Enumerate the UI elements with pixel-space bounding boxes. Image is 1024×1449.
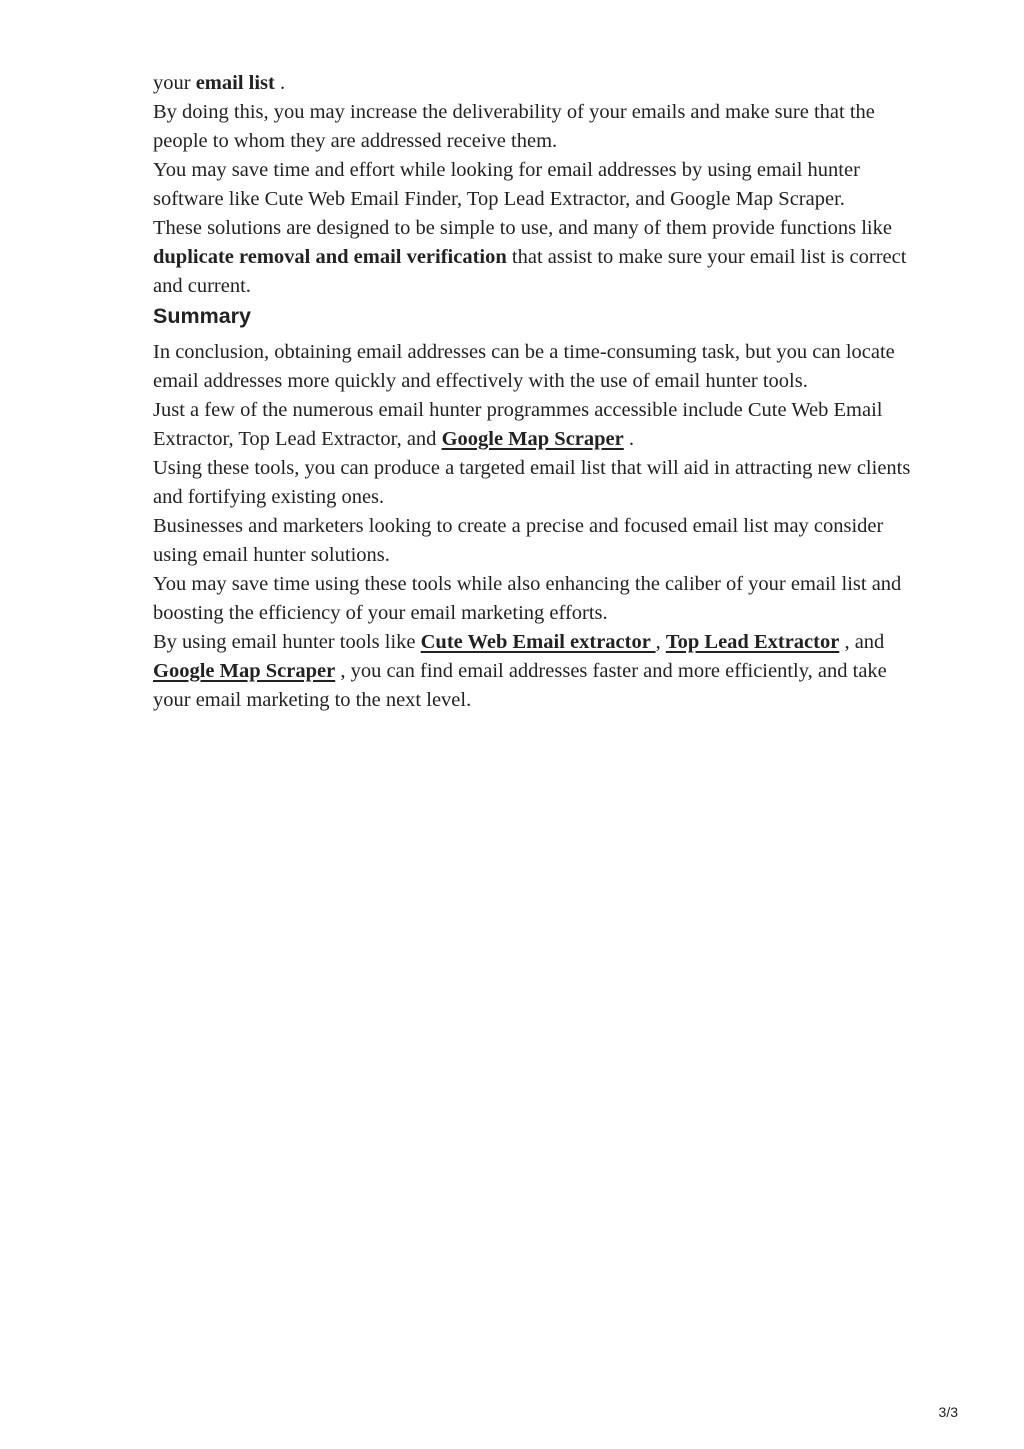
text-run: In conclusion, obtaining email addresses can be a time-consuming task, but you can locate email addresses more quickly and effectively with the use of email hunter tools. — [153, 341, 895, 392]
text-run: By using email hunter tools like — [153, 631, 421, 653]
text-run: Businesses and marketers looking to create a precise and focused email list may consider using email hunter solutions. — [153, 515, 884, 566]
text-run: your — [153, 72, 196, 94]
summary-section — [153, 338, 928, 715]
inline-link[interactable]: Top Lead Extractor — [665, 631, 840, 653]
text-run: that assist to make sure your email list is correct and current. — [153, 246, 907, 297]
page-number: 3/3 — [938, 1404, 958, 1420]
text-run: . — [274, 72, 286, 94]
paragraph — [153, 512, 928, 570]
document-body — [153, 69, 928, 715]
text-run: These solutions are designed to be simple to use, and many of them provide functions like — [153, 217, 892, 239]
paragraph — [153, 570, 928, 628]
text-run: By doing this, you may increase the deliverability of your emails and make sure that the people to whom they are addressed receive them. — [153, 101, 875, 152]
paragraph — [153, 338, 928, 396]
text-run: , — [655, 631, 666, 653]
text-run: You may save time and effort while looking for email addresses by using email hunter software like Cute Web Email Finder, Top Lead Extractor, and Google Map Scraper. — [153, 159, 860, 210]
inline-link[interactable]: Cute Web Email extractor — [420, 631, 656, 653]
text-run: Using these tools, you can produce a targeted email list that will aid in attracting new clients and fortifying existing ones. — [153, 457, 911, 508]
section-heading-summary: Summary — [153, 304, 251, 328]
text-run: Just a few of the numerous email hunter programmes accessible include Cute Web Email Extractor, Top Lead Extractor, and — [153, 399, 883, 450]
paragraph — [153, 156, 928, 214]
text-run: . — [623, 428, 635, 450]
intro-section — [153, 69, 928, 301]
text-run: , you can find email addresses faster and more efficiently, and take your email marketing to the next level. — [153, 660, 887, 711]
paragraph — [153, 396, 928, 454]
inline-link[interactable]: Google Map Scraper — [441, 428, 624, 450]
inline-link[interactable]: Google Map Scraper — [153, 660, 336, 682]
paragraph — [153, 98, 928, 156]
bold-text: duplicate removal and email verification — [153, 246, 507, 268]
text-run: You may save time using these tools while also enhancing the caliber of your email list and boosting the efficiency of your email marketing efforts. — [153, 573, 902, 624]
paragraph — [153, 214, 928, 301]
text-run: , and — [839, 631, 885, 653]
paragraph — [153, 454, 928, 512]
bold-text: email list — [195, 72, 275, 94]
paragraph — [153, 69, 928, 98]
paragraph — [153, 628, 928, 715]
